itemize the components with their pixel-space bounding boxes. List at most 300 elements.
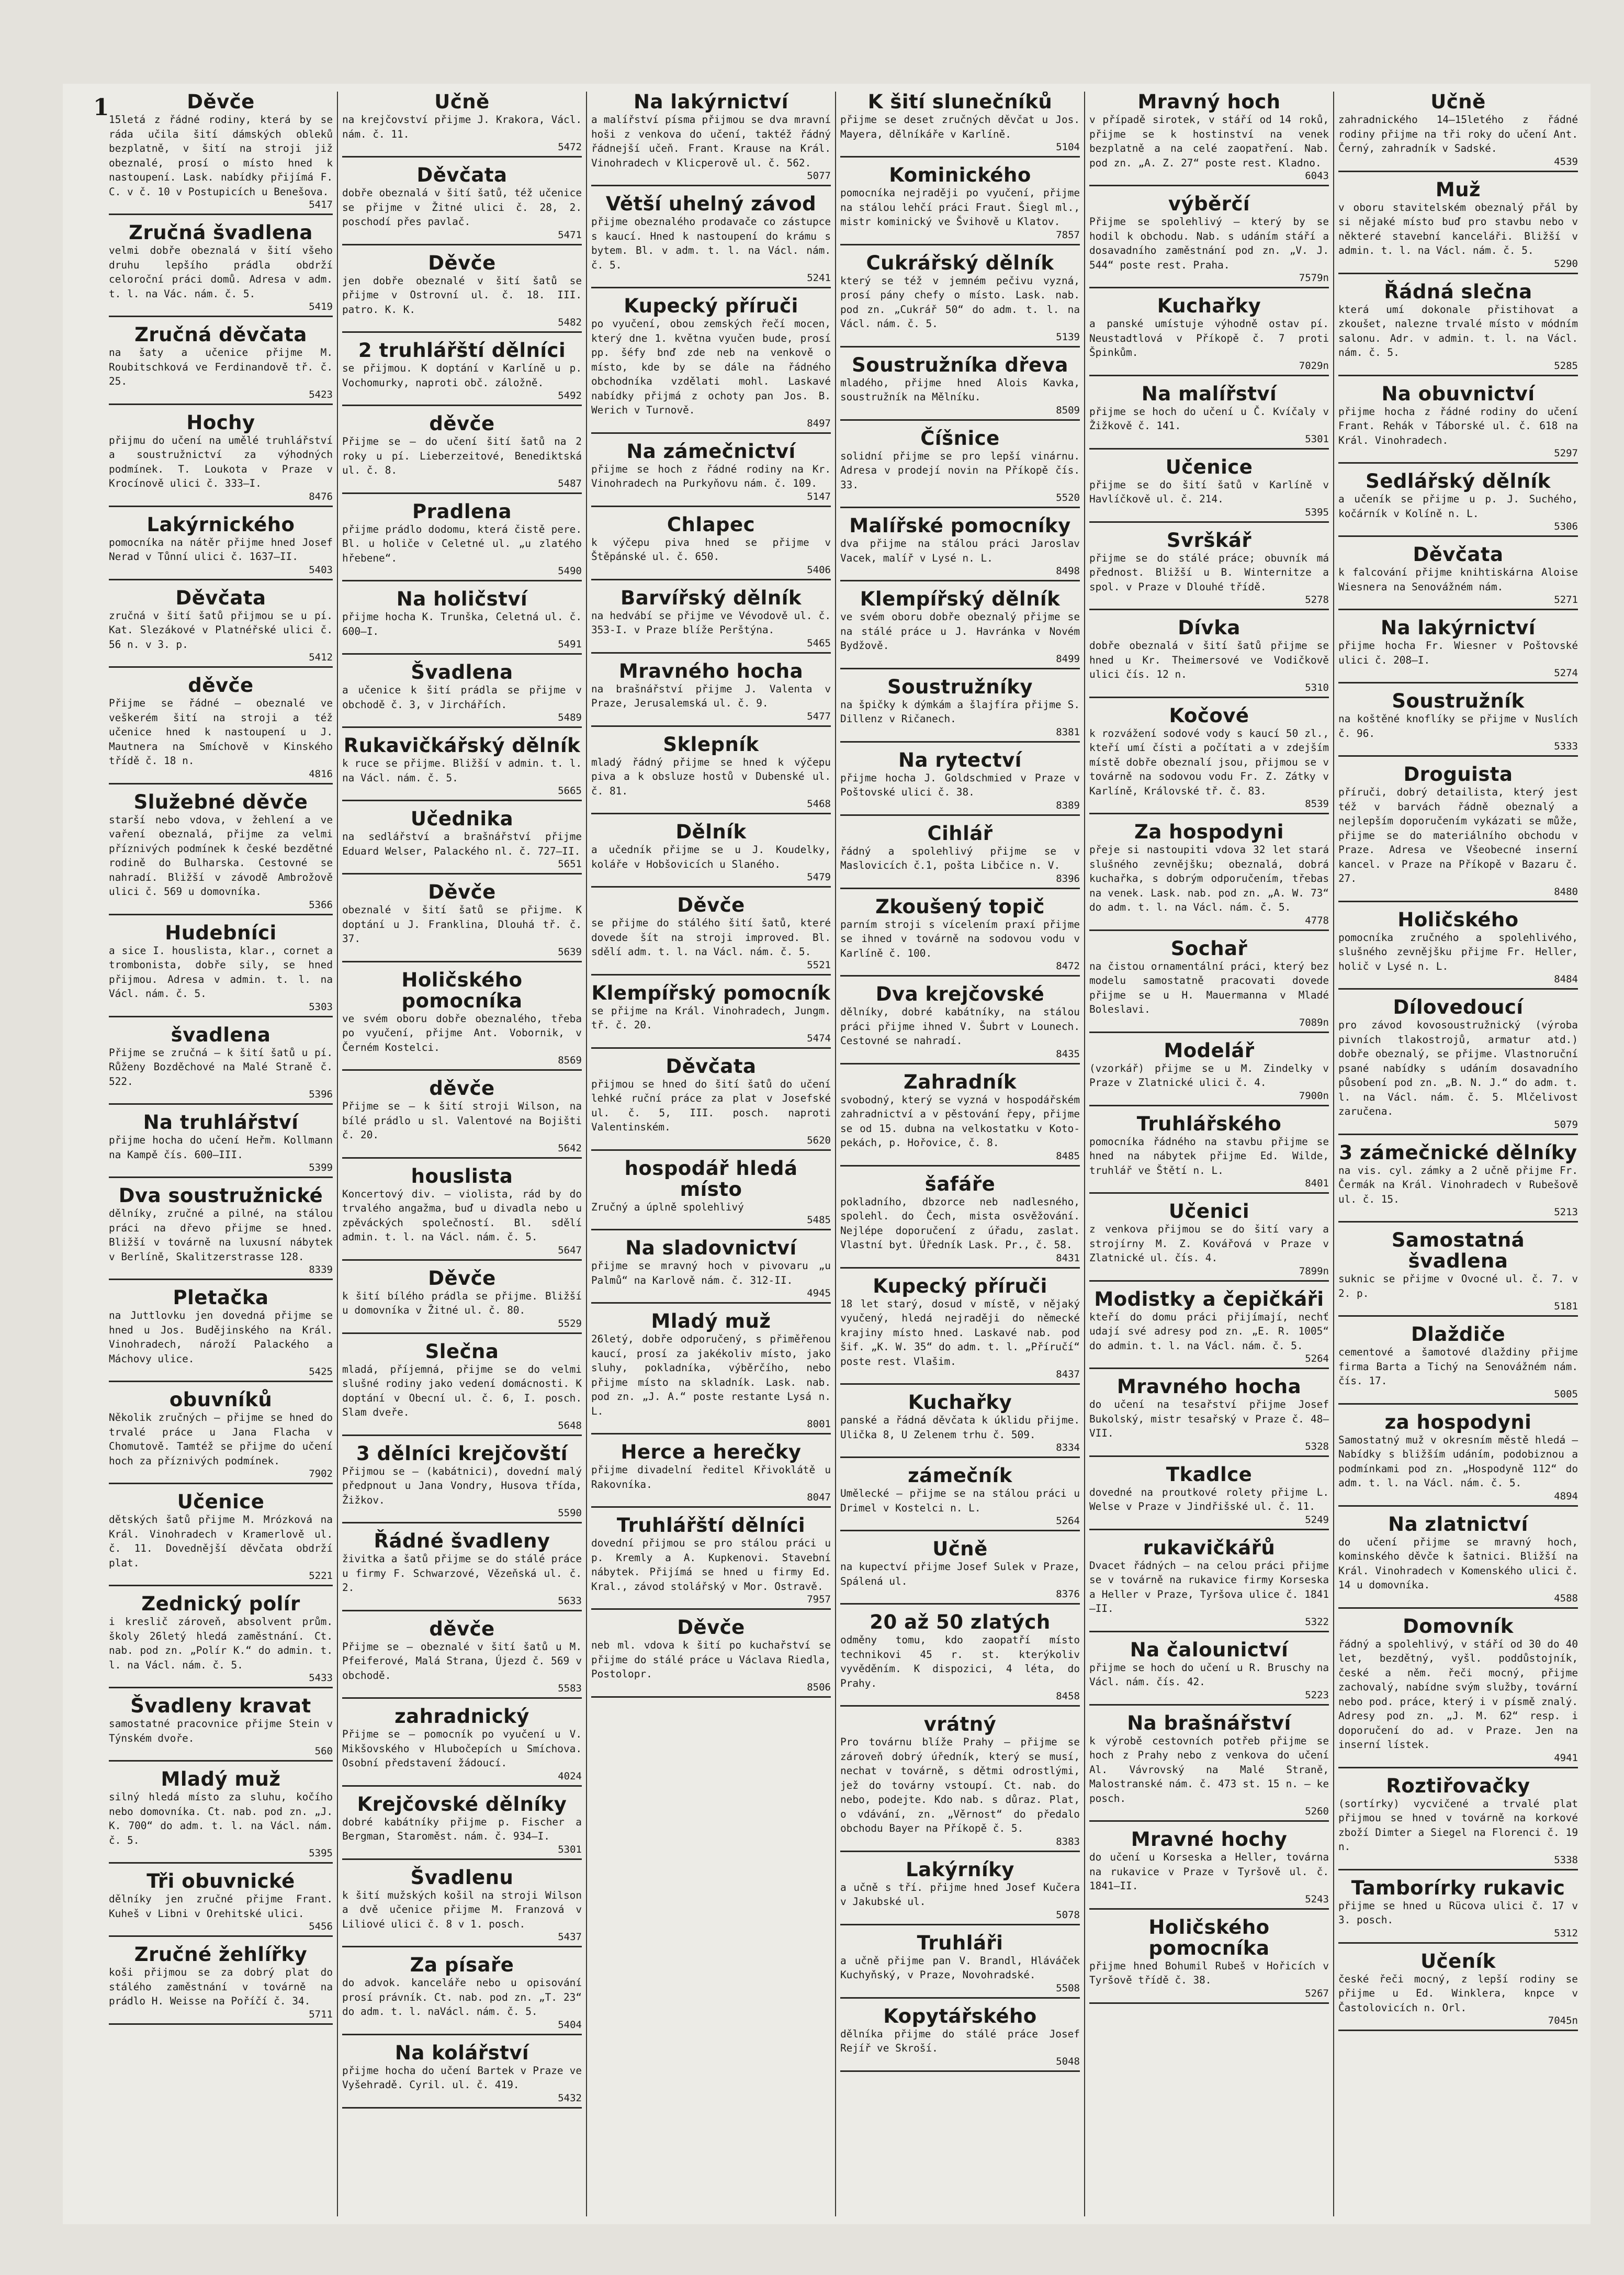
ad-body: Přijme se zručná — k šití šatů u pí. Růženy Bozděchové na Malé Straně č. 522.: [109, 1046, 333, 1088]
ad-number: 5221: [309, 1570, 333, 1582]
ad-body: k ruce se přijme. Bližší v admin. t. l. na Václ. nám. č. 5.: [342, 757, 582, 784]
ad-divider: [840, 814, 1080, 816]
ad-body: přijme hocha K. Trunška, Celetná ul. č. 600—I.: [342, 611, 582, 637]
ad-number: 8437: [1056, 1369, 1080, 1380]
ad-heading: Mravný hoch: [1137, 92, 1281, 113]
ad-divider: [1338, 988, 1578, 990]
ad-body: Zručný a úplně spolehlivý: [591, 1201, 744, 1213]
ad-number: 5437: [558, 1931, 582, 1943]
ad-number: 5665: [558, 785, 582, 797]
ad-divider: [342, 1785, 582, 1787]
classified-ad: [1089, 296, 1329, 376]
ad-body: 15letá z řádné rodiny, která by se ráda učila šití dámských obleků bezplatně, v šití na stroji již obeznalé, prosí o místo hned k nastoupení. Lask. nabídky přijímá F. C. v č. 10 v Postupicích u Benešova.: [109, 114, 333, 198]
ad-heading: Soustružníky: [887, 675, 1033, 698]
ad-number: 5396: [309, 1089, 333, 1100]
classified-ad: [1089, 1640, 1329, 1706]
ad-number: 8569: [558, 1055, 582, 1066]
classified-ad: [591, 296, 831, 434]
ad-divider: [1338, 1505, 1578, 1507]
classified-ad: [1089, 1538, 1329, 1632]
ad-heading: Dva soustružnické: [118, 1184, 323, 1207]
ad-body: pomocníka zručného a spolehlivého, slušného zevnějšku přijme Fr. Heller, holič v Lysé n. L.: [1338, 931, 1578, 972]
ad-heading: Na zámečnictví: [626, 440, 796, 463]
ad-number: 5529: [558, 1317, 582, 1329]
ad-divider: [1338, 682, 1578, 683]
classified-ad: [840, 1276, 1080, 1385]
ad-body: (sortírky) vycvičené a trvalé plat přijmou se hned v továrně na korkové zboží Dimter a Siegel na Florenci č. 19 n.: [1338, 1797, 1578, 1853]
ad-divider: [840, 244, 1080, 245]
classified-ad: [840, 1714, 1080, 1852]
ad-body: přijme hocha do učení Bartek v Praze ve Vyšehradě. Cyril. ul. č. 419.: [342, 2064, 582, 2091]
ad-heading: Slečna: [425, 1340, 499, 1363]
ad-body: do učení u Korseska a Heller, továrna na rukavice v Praze v Tyršově ul. č. 1841—II.: [1089, 1851, 1329, 1892]
classified-ad: [109, 92, 333, 215]
ad-heading: Zahradník: [904, 1070, 1017, 1093]
ad-number: 8383: [1056, 1835, 1080, 1847]
classified-ad: [1089, 92, 1329, 186]
ad-number: 4024: [558, 1770, 582, 1782]
ad-number: 5338: [1554, 1854, 1578, 1866]
ad-divider: [591, 1229, 831, 1230]
ad-divider: [840, 975, 1080, 977]
classified-ad: [840, 515, 1080, 581]
classified-ad: [1089, 194, 1329, 288]
ad-number: 5639: [558, 946, 582, 958]
classified-ad: [591, 92, 831, 186]
ad-divider: [342, 2107, 582, 2109]
classified-columns: [88, 92, 1584, 2216]
ad-number: 4778: [1305, 914, 1329, 926]
ad-body: mladého, přijme hned Alois Kavka, soustružník na Mělníku.: [840, 376, 1080, 403]
ad-heading: K šití slunečníků: [867, 92, 1053, 113]
ad-body: cementové a šamotové dlaždiny přijme firma Barta a Tichý na Senovážném nám. čís. 17.: [1338, 1346, 1578, 1387]
classified-ad: [342, 970, 582, 1071]
classified-ad: [591, 194, 831, 288]
ad-heading: Učenice: [1165, 455, 1253, 478]
ad-number: 5264: [1056, 1515, 1080, 1527]
ad-body: pro závod kovosoustružnický (výroba pivních tlakostrojů, armatur atd.) dobře obeznalý, se přijme. Vlastnoruční psané nabídky s udáním dosavadního působení pod zn. „B. N. J.“ do adm. t. l. na Václ. nám. č. 5. Mlčelivost zaručena.: [1338, 1019, 1578, 1117]
classified-ad: [1089, 530, 1329, 611]
ad-body: dělníky, dobré kabátníky, na stálou práci přijme ihned V. Šubrt v Lounech. Cestovné se nahradí.: [840, 1006, 1080, 1047]
ad-divider: [1089, 1368, 1329, 1369]
ad-divider: [342, 331, 582, 333]
ad-divider: [109, 914, 333, 915]
classified-ad: [342, 2043, 582, 2109]
ad-heading: Rukavičkářský dělník: [343, 734, 581, 757]
ad-divider: [591, 1302, 831, 1304]
ad-heading: Cukrářský dělník: [866, 251, 1054, 274]
classified-ad: [840, 355, 1080, 421]
ad-body: 26letý, dobře odporučený, s přiměřenou kaucí, prosí za jakékoliv místo, jako sluhy, pokladníka, výběrčího, nebo přijme místo na skladník. Lask. nab. pod zn. „J. A.“ poste restante Lysá n. L.: [591, 1333, 831, 1417]
ad-heading: rukavičkářů: [1143, 1536, 1276, 1559]
classified-ad: [342, 1531, 582, 1611]
ad-heading: Za hospodyni: [1134, 821, 1284, 843]
classified-ad: [1089, 384, 1329, 450]
ad-divider: [342, 1332, 582, 1334]
ad-body: a učně přijme pan V. Brandl, Hláváček Kuchyňský, v Praze, Novohradské.: [840, 1954, 1080, 1981]
ad-divider: [1338, 273, 1578, 274]
ad-heading: Děvče: [428, 251, 496, 274]
ad-heading: Na truhlářství: [143, 1111, 299, 1134]
ad-number: 5271: [1554, 594, 1578, 606]
ad-heading: Barvířský dělník: [621, 586, 802, 609]
ad-heading: Na sladovnictví: [625, 1237, 797, 1259]
ad-divider: [1089, 929, 1329, 931]
ad-body: neb ml. vdova k šití po kuchařství se přijme do stálé práce u Václava Riedla, Postolopr.: [591, 1639, 831, 1680]
ad-divider: [109, 1687, 333, 1688]
ad-number: 4539: [1554, 155, 1578, 167]
classified-ad: [342, 165, 582, 245]
classified-ad: [109, 1871, 333, 1937]
ad-divider: [342, 873, 582, 875]
ad-heading: Děvče: [677, 894, 745, 916]
ad-body: na šaty a učenice přijme M. Roubitschková ve Ferdinandově tř. č. 25.: [109, 346, 333, 387]
ad-divider: [109, 1176, 333, 1178]
classified-ad: [840, 2006, 1080, 2072]
classified-ad: [342, 1341, 582, 1436]
ad-divider: [840, 1603, 1080, 1605]
ad-number: 8001: [807, 1418, 831, 1430]
classified-ad: [109, 792, 333, 915]
ad-heading: Mravné hochy: [1131, 1828, 1288, 1851]
ad-divider: [840, 1456, 1080, 1458]
classified-ad: [1338, 997, 1578, 1135]
classified-ad: [591, 895, 831, 976]
ad-heading: Děvčata: [1413, 543, 1504, 566]
ad-heading: houslista: [411, 1164, 513, 1187]
ad-heading: Klempířský dělník: [860, 588, 1061, 610]
classified-ad: [109, 1025, 333, 1105]
ad-divider: [109, 1585, 333, 1586]
ad-divider: [109, 1279, 333, 1280]
ad-heading: Zručná švadlena: [129, 221, 313, 244]
ad-divider: [342, 800, 582, 801]
ad-number: 5395: [309, 1847, 333, 1859]
ad-body: Umělecké — přijme se na stálou práci u Drimel v Kostelci n. L.: [840, 1487, 1080, 1514]
ad-divider: [840, 1383, 1080, 1385]
classified-ad: [342, 662, 582, 728]
ad-body: dobře obeznalá v šití šatů přijme se hned u Kr. Theimersové ve Vodičkově ulici čís. 12 n.: [1089, 640, 1329, 680]
classified-ad: [109, 1389, 333, 1484]
ad-number: 8381: [1056, 726, 1080, 738]
ad-number: 5306: [1554, 521, 1578, 532]
classified-ad: [109, 514, 333, 580]
column-4: [835, 92, 1084, 2216]
ad-number: 7899n: [1299, 1265, 1329, 1277]
ad-body: do advok. kanceláře nebo u opisování prosí právník. Ct. nab. pod zn. „T. 23“ do adm. t. l. naVácl. nám. č. 5.: [342, 1977, 582, 2018]
classified-ad: [591, 441, 831, 507]
classified-ad: [840, 1392, 1080, 1458]
ad-divider: [1089, 521, 1329, 523]
ad-heading: Dlaždiče: [1411, 1323, 1506, 1346]
ad-heading: zahradnický: [394, 1705, 529, 1728]
ad-heading: Děvče: [677, 1616, 745, 1639]
ad-heading: výběrčí: [1168, 193, 1250, 215]
ad-body: dobře obeznalá v šití šatů, též učenice se přijme v Žitné ulici č. 28, 2. poschodí přes pavlač.: [342, 187, 582, 228]
ad-body: která umí dokonale přistihovat a zkoušet, nalezne trvalé místo v módním salonu. Adr. v admin. t. l. na Václ. nám. č. 5.: [1338, 303, 1578, 358]
ad-number: 5406: [807, 564, 831, 576]
ad-number: 5474: [807, 1032, 831, 1044]
classified-ad: [109, 923, 333, 1017]
ad-number: 5477: [807, 710, 831, 722]
ad-divider: [1338, 1315, 1578, 1317]
ad-body: velmi dobře obeznalá v šití všeho druhu lepšího prádla obdrží celoroční práci domů. Adresa v adm. t. l. na Vác. nám. č. 5.: [109, 244, 333, 300]
ad-body: svobodný, který se vyzná v hospodářském zahradnictví a v pěstování řepy, přijme se od 15. dubna na velkostatku v Koto-pekách, p. Hořovice, č. 8.: [840, 1093, 1080, 1149]
ad-heading: Zručné žehlířky: [134, 1943, 308, 1966]
ad-heading: Svrškář: [1166, 529, 1252, 552]
ad-heading: Dva krejčovské: [875, 983, 1045, 1005]
ad-heading: Dílovedoucí: [1393, 996, 1524, 1018]
ad-divider: [109, 1483, 333, 1484]
classified-ad: [1338, 544, 1578, 610]
classified-ad: [1338, 1776, 1578, 1870]
ad-heading: Kuchařky: [908, 1391, 1012, 1414]
classified-ad: [1338, 764, 1578, 902]
ad-number: 5647: [558, 1244, 582, 1256]
classified-ad: [591, 1238, 831, 1304]
ad-divider: [591, 1506, 831, 1508]
ad-number: 5310: [1305, 681, 1329, 693]
ad-divider: [342, 1435, 582, 1436]
ad-divider: [840, 668, 1080, 669]
ad-heading: Cihlář: [927, 822, 993, 845]
classified-ad: [840, 1612, 1080, 1707]
ad-divider: [591, 1149, 831, 1151]
ad-number: 5005: [1554, 1388, 1578, 1400]
ad-divider: [591, 432, 831, 434]
ad-heading: děvče: [429, 1077, 495, 1100]
ad-body: Přijme se — obeznalé v šití šatů u M. Pfeiferové, Malá Strana, Újezd č. 569 v obchodě.: [342, 1640, 582, 1682]
ad-body: dělníka přijme do stálé práce Josef Rejíř ve Skroší.: [840, 2027, 1080, 2054]
ad-number: 5312: [1554, 1927, 1578, 1939]
classified-ad: [1089, 822, 1329, 931]
ad-divider: [342, 961, 582, 962]
classified-ad: [109, 324, 333, 405]
ad-body: pomocníka řádného na stavbu přijme se hned na nábytek přijme Ed. Wilde, truhlář ve Štětí n. L.: [1089, 1135, 1329, 1176]
ad-heading: Švadlena: [411, 661, 513, 683]
ad-divider: [342, 653, 582, 655]
ad-body: živitka a šatů přijme se do stálé práce u firmy F. Schwarzové, Vězeňská ul. č. 2.: [342, 1553, 582, 1594]
ad-heading: Učenice: [177, 1490, 265, 1513]
classified-ad: [840, 92, 1080, 158]
ad-heading: Tkadlce: [1166, 1463, 1253, 1486]
ad-body: dovedné na proutkové rolety přijme L. Welse v Praze v Jindřišské ul. č. 11.: [1089, 1486, 1329, 1512]
ad-divider: [840, 1063, 1080, 1064]
classified-ad: [109, 588, 333, 668]
ad-divider: [840, 1705, 1080, 1707]
classified-ad: [1338, 1142, 1578, 1223]
ad-heading: Soustružník: [1392, 690, 1525, 712]
ad-heading: Na lakýrnictví: [1381, 617, 1536, 639]
ad-divider: [840, 580, 1080, 581]
ad-heading: děvče: [188, 674, 254, 697]
ad-body: přijme se mravný hoch v pivovaru „u Palmů“ na Karlově nám. č. 312-II.: [591, 1260, 831, 1286]
ad-body: pomocníka na nátěr přijme hned Josef Nerad v Tůnní ulici č. 1637—II.: [109, 536, 333, 563]
classified-ad: [1338, 910, 1578, 990]
ad-body: přijme se hoch do učení u Č. Kvíčaly v Žižkově č. 141.: [1089, 405, 1329, 432]
classified-ad: [840, 253, 1080, 348]
ad-number: 5303: [309, 1001, 333, 1013]
classified-ad: [109, 1769, 333, 1864]
ad-divider: [109, 214, 333, 215]
classified-ad: [840, 1933, 1080, 1999]
ad-number: 8497: [807, 417, 831, 429]
ad-body: a učedník přijme se u J. Koudelky, koláře v Hobšovicích u Slaného.: [591, 844, 831, 870]
ad-number: 5404: [558, 2019, 582, 2031]
ad-heading: 3 zámečnické dělníky: [1339, 1141, 1577, 1164]
ad-divider: [109, 316, 333, 317]
ad-number: 5521: [807, 959, 831, 971]
ad-body: na špičky k dýmkám a šlajfíra přijme S. Dillenz v Ričanech.: [840, 698, 1080, 725]
ad-number: 5482: [558, 317, 582, 328]
ad-body: přijme se hned u Rücova ulici č. 17 v 3. posch.: [1338, 1899, 1578, 1926]
classified-ad: [840, 750, 1080, 816]
classified-ad: [1089, 1917, 1329, 2004]
ad-body: přijme hocha z řádné rodiny do učení Frant. Rehák v Táborské ul. č. 618 na Král. Vinohradech.: [1338, 405, 1578, 446]
ad-body: dělníky jen zručné přijme Frant. Kuheš v Libni v Orehitské ulici.: [109, 1893, 333, 1920]
ad-body: přijme obeznalého prodavače co zástupce s kaucí. Hned k nastoupení do krámu s bytem. Bl. v adm. t. l. na Václ. nám. č. 5.: [591, 216, 831, 271]
classified-ad: [109, 1594, 333, 1688]
ad-number: 6043: [1305, 170, 1329, 182]
ad-heading: Zkoušený topič: [875, 895, 1045, 918]
ad-body: panské a řádná děvčata k úklidu přijme. Ulička 8, U Zelenem trhu č. 509.: [840, 1414, 1080, 1441]
ad-number: 8458: [1056, 1690, 1080, 1702]
ad-body: na vis. cyl. zámky a 2 učně přijme Fr. Čermák na Král. Vinohradech v Rubešově ul. č. 15.: [1338, 1164, 1578, 1205]
ad-heading: Na čalounictví: [1130, 1638, 1289, 1661]
ad-heading: Herce a herečky: [621, 1441, 802, 1463]
ad-heading: Na kolářství: [394, 2041, 529, 2064]
ad-body: který se též v jemném pečivu vyzná, prosí pány chefy o místo. Lask. nab. pod zn. „Cukrář 50“ do adm. t. l. na Václ. nám. č. 5.: [840, 274, 1080, 330]
ad-number: 5278: [1305, 594, 1329, 606]
ad-number: 7029n: [1299, 360, 1329, 372]
classified-ad: [342, 1955, 582, 2035]
classified-ad: [342, 413, 582, 494]
classified-ad: [342, 1078, 582, 1159]
ad-heading: Muž: [1435, 178, 1481, 201]
ad-heading: Děvče: [428, 881, 496, 903]
ad-body: jen dobře obeznalé v šití šatů se přijme v Ostrovní ul. č. 18. III. patro. K. K.: [342, 274, 582, 316]
ad-number: 5489: [558, 712, 582, 723]
ad-body: silný hledá místo za sluhu, kočího nebo domovníka. Ct. nab. pod zn. „J. K. 700“ do adm. t. l. na Václ. nám. č. 5.: [109, 1791, 333, 1846]
ad-body: koši přijmou se za dobrý plat do stálého zaměstnání v továrně na prádlo H. Weisse na Poříčí č. 34.: [109, 1966, 333, 2007]
classified-ad: [342, 1867, 582, 1948]
classified-ad: [109, 675, 333, 785]
ad-number: 5479: [807, 871, 831, 883]
ad-number: 5456: [309, 1921, 333, 1932]
classified-ad: [109, 1112, 333, 1178]
ad-body: na Juttlovku jen dovedná přijme se hned u Jos. Budějinského na Král. Vinohradech, nároží Palackého a Máchovy ulice.: [109, 1309, 333, 1365]
ad-heading: děvče: [429, 1617, 495, 1640]
ad-number: 5290: [1554, 257, 1578, 270]
ad-heading: Švadlenu: [410, 1866, 514, 1889]
classified-ad: [840, 677, 1080, 743]
ad-heading: Modelář: [1164, 1039, 1255, 1062]
ad-divider: [1338, 1869, 1578, 1870]
ad-number: 8485: [1056, 1150, 1080, 1162]
classified-ad: [1089, 457, 1329, 523]
ad-divider: [109, 579, 333, 580]
classified-ad: [1338, 1324, 1578, 1405]
ad-heading: Zručná děvčata: [134, 323, 307, 346]
ad-body: obeznalé v šití šatů se přijme. K doptání u J. Franklina, Dlouhá tř. č. 37.: [342, 904, 582, 945]
ad-number: 8472: [1056, 960, 1080, 972]
ad-body: přijmou se hned do šití šatů do učení lehké ruční práce za plat v Josefské ul. č. 5, III. posch. naproti Valentinském.: [591, 1078, 831, 1133]
ad-heading: obuvníků: [169, 1388, 273, 1411]
ad-number: 5492: [558, 390, 582, 401]
ad-heading: Kupecký příruči: [873, 1274, 1047, 1297]
ad-divider: [840, 2070, 1080, 2072]
column-1: [88, 92, 337, 2216]
ad-heading: 2 truhlářští dělníci: [358, 339, 566, 362]
ad-body: a sice I. houslista, klar., cornet a trombonista, dobře sily, se hned přijmou. Adresa v admin. t. l. na Václ. nám. č. 5.: [109, 944, 333, 1000]
ad-number: 4945: [807, 1287, 831, 1299]
ad-body: zahradnického 14—15letého z řádné rodiny přijme na tři roky do učení Ant. Černý, zahradník v Sadské.: [1338, 114, 1578, 154]
ad-heading: Pletačka: [173, 1286, 269, 1309]
classified-ad: [342, 501, 582, 582]
ad-number: 7579n: [1299, 272, 1329, 284]
classified-ad: [342, 340, 582, 406]
ad-heading: hospodář hledá místo: [624, 1157, 798, 1201]
ad-divider: [591, 1608, 831, 1610]
classified-ad: [591, 822, 831, 888]
ad-body: zručná v šití šatů přijmou se u pí. Kat. Slezákové v Platnéřské ulici č. 56 n. v 3. p.: [109, 609, 333, 651]
classified-ad: [1338, 1616, 1578, 1768]
classified-ad: [1338, 1230, 1578, 1317]
ad-body: k šití mužských košil na stroji Wilson a dvě učenice přijme M. Franzová v Liliové ulici č. 8 v 1. posch.: [342, 1889, 582, 1930]
classified-ad: [591, 661, 831, 727]
ad-heading: vrátný: [923, 1713, 997, 1735]
ad-number: 5048: [1056, 2055, 1080, 2067]
ad-heading: Děvče: [187, 92, 255, 113]
ad-number: 5583: [558, 1683, 582, 1694]
ad-number: 7900n: [1299, 1090, 1329, 1102]
ad-number: 5642: [558, 1142, 582, 1154]
ad-number: 5241: [807, 272, 831, 284]
classified-ad: [342, 92, 582, 158]
classified-ad: [342, 882, 582, 962]
ad-body: dětských šatů přijme M. Mrózková na Král. Vinohradech v Kramerlově ul. č. 11. Dovednější děvčata obdrží plat.: [109, 1514, 333, 1569]
ad-body: na krejčovství přijme J. Krakora, Václ. nám. č. 11.: [342, 114, 582, 140]
ad-number: 5490: [558, 565, 582, 577]
ad-heading: Zednický polír: [141, 1593, 300, 1615]
classified-ad: [109, 1185, 333, 1280]
ad-number: 5403: [309, 564, 333, 576]
ad-divider: [1338, 375, 1578, 376]
ad-number: 5433: [309, 1672, 333, 1684]
ad-divider: [1089, 1192, 1329, 1194]
classified-ad: [342, 1443, 582, 1524]
ad-body: a učenice k šití prádla se přijme v obchodě č. 3, v Jirchářích.: [342, 684, 582, 711]
ad-divider: [109, 1760, 333, 1762]
ad-divider: [1338, 535, 1578, 537]
ad-body: na brašnářství přijme J. Valenta v Praze, Jerusalemská ul. č. 9.: [591, 682, 831, 709]
ad-divider: [591, 506, 831, 507]
ad-divider: [342, 1259, 582, 1261]
ad-heading: Hudebníci: [165, 921, 277, 944]
classified-ad: [109, 1944, 333, 2025]
ad-number: 5078: [1056, 1909, 1080, 1921]
ad-body: přijme se do šití šatů v Karlíně v Havlíčkově ul. č. 214.: [1089, 478, 1329, 505]
ad-number: 5333: [1554, 741, 1578, 752]
classified-ad: [591, 1617, 831, 1698]
classified-ad: [840, 823, 1080, 889]
ad-divider: [840, 419, 1080, 421]
ad-number: 8431: [1056, 1252, 1080, 1264]
ad-divider: [109, 783, 333, 785]
ad-divider: [1338, 171, 1578, 172]
ad-number: 8389: [1056, 799, 1080, 811]
ad-number: 5395: [1305, 506, 1329, 518]
